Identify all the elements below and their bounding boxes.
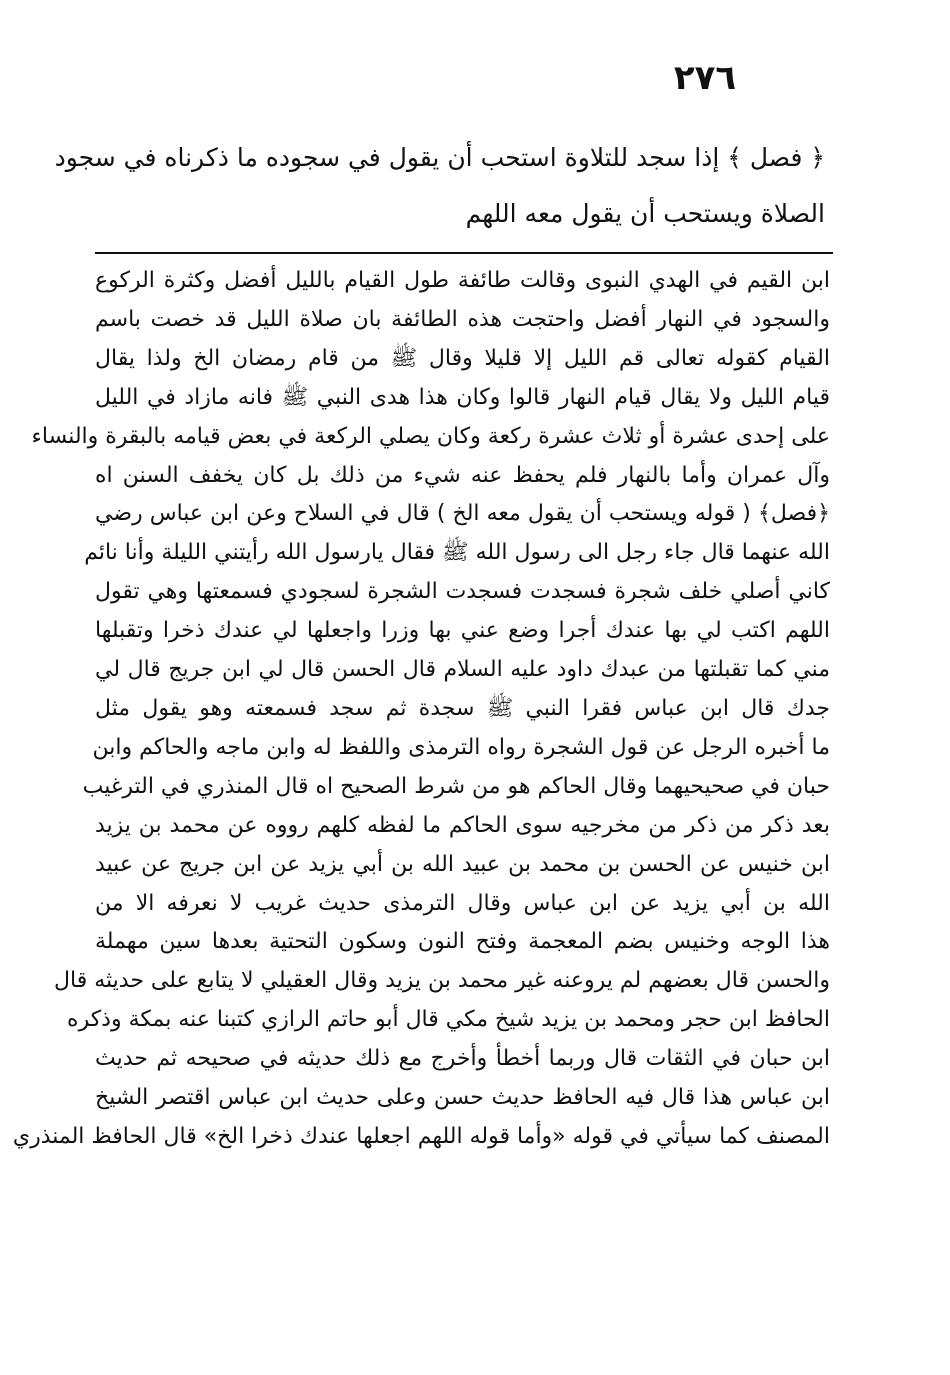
commentary-line: الله عنهما قال جاء رجل الى رسول الله ﷺ فقال يارسول الله رأيتني الليلة وأنا نائم (84, 540, 830, 566)
commentary-line: على إحدى عشرة أو ثلاث عشرة ركعة وكان يصلي الركعة في بعض قيامه بالبقرة والنساء (31, 423, 830, 449)
commentary-line: الله بن أبي يزيد عن ابن عباس وقال الترمذى حديث غريب لا نعرفه الا من (95, 890, 830, 916)
commentary-line: والحسن قال بعضهم لم يروعنه غير محمد بن يزيد وقال العقيلي لا يتابع على حديثه قال (54, 968, 830, 994)
commentary-line: مني كما تقبلتها من عبدك داود عليه السلام قال الحسن قال لي ابن جريج قال لي (95, 657, 830, 683)
commentary-line: المصنف كما سيأتي في قوله «وأما قوله اللهم اجعلها عندك ذخرا الخ» قال الحافظ المنذري (12, 1123, 830, 1149)
commentary-line: الحافظ ابن حجر ومحمد بن يزيد شيخ مكي قال أبو حاتم الرازي كتبنا عنه بمكة وذكره (67, 1007, 830, 1033)
commentary-line: ما أخبره الرجل عن قول الشجرة رواه الترمذى واللفظ له وابن ماجه والحاكم وابن (92, 734, 830, 760)
commentary-line: قيام الليل ولا يقال قيام النهار قالوا وكان هذا هدى النبي ﷺ فانه مازاد في الليل (95, 384, 830, 410)
commentary-line: بعد ذكر من ذكر من مخرجيه سوى الحاكم ما لفظه كلهم رووه عن محمد بن يزيد (95, 812, 830, 838)
page-number: ٢٧٦ (673, 58, 737, 98)
commentary-line: القيام كقوله تعالى قم الليل إلا قليلا وقال ﷺ من قام رمضان الخ ولذا يقال (95, 345, 830, 371)
commentary-line: ﴿فصل﴾ ( قوله ويستحب أن يقول معه الخ ) قال في السلاح وعن ابن عباس رضي (95, 501, 830, 527)
commentary-line: ابن حبان في الثقات قال وربما أخطأ وأخرج مع ذلك حديثه في صحيحه ثم حديث (95, 1046, 830, 1072)
commentary-line: ابن عباس هذا قال فيه الحافظ حديث حسن وعلى حديث ابن عباس اقتصر الشيخ (95, 1085, 830, 1111)
commentary-line: هذا الوجه وخنيس بضم المعجمة وفتح النون وسكون التحتية بعدها سين مهملة (95, 929, 830, 955)
commentary-line: والسجود في النهار أفضل واحتجت هذه الطائفة بان صلاة الليل قد خصت باسم (95, 306, 830, 332)
commentary-line: كاني أصلي خلف شجرة فسجدت فسجدت الشجرة لسجودي فسمعتها وهي تقول (95, 579, 830, 605)
commentary-line: حبان في صحيحيهما وقال الحاكم هو من شرط الصحيح اه قال المنذري في الترغيب (82, 773, 830, 799)
commentary-line: ابن القيم في الهدي النبوى وقالت طائفة طول القيام بالليل أفضل وكثرة الركوع (95, 268, 830, 293)
matn-line: الصلاة ويستحب أن يقول معه اللهم (465, 199, 825, 228)
commentary-line: جدك قال ابن عباس فقرا النبي ﷺ سجدة ثم سجد فسمعته وهو يقول مثل (95, 695, 830, 721)
matn-text (54, 130, 825, 242)
commentary-text (12, 262, 830, 1157)
commentary-line: ابن خنيس عن الحسن بن محمد بن عبيد الله بن أبي يزيد عن ابن جريج عن عبيد (95, 851, 830, 877)
separator-rule (95, 252, 833, 254)
matn-line: ﴿ فصل ﴾ إذا سجد للتلاوة استحب أن يقول في سجوده ما ذكرناه في سجود (54, 143, 825, 172)
commentary-line: اللهم اكتب لي بها عندك أجرا وضع عني بها وزرا واجعلها لي عندك ذخرا وتقبلها (95, 618, 830, 644)
commentary-line: وآل عمران وأما بالنهار فلم يحفظ عنه شيء من ذلك بل كان يخفف السنن اه (95, 462, 830, 488)
